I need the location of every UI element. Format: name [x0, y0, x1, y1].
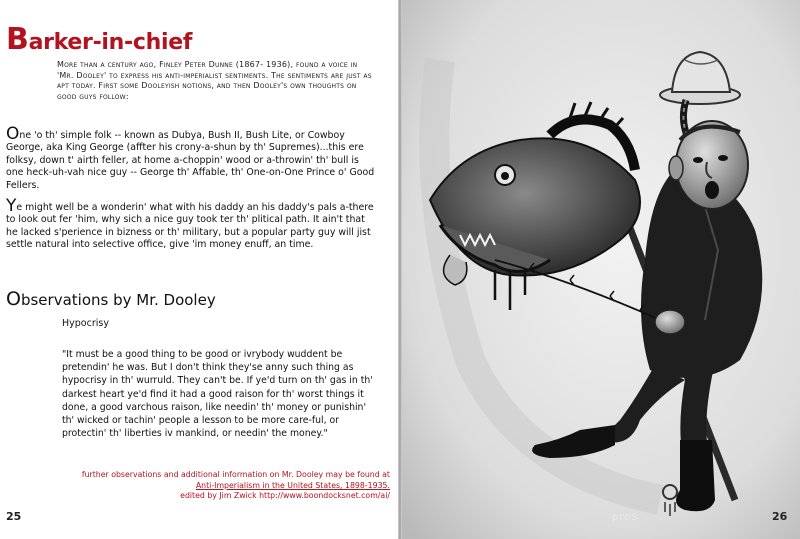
- footnote-source-link[interactable]: Anti-Imperialism in the United States, 1898-1935.: [195, 480, 390, 490]
- dooley-quote: "It must be a good thing to be good or ivrybody wuddent be pretendin' he was. But I don't think they'se anny such thing as hypocrisy in th' wurruld. They can't be. If ye'd turn on th' gas in th' darkest heart ye'd find it had a good raison for th' worst things it done, a good varchous raison, like needin' th' money or punishin' th' wicked or tachin' people a lesson to be more care-ful, or protectin' th' liberties iv mankind, or needin' the money.": [62, 349, 373, 440]
- footnote-line-1: further observations and additional information on Mr. Dooley may be found at: [81, 470, 390, 479]
- intro-paragraph: More than a century ago, Finley Peter Dunne (1867- 1936), found a voice in 'Mr. Dooley' to express his anti-imperialist sentiments. The sentiments are just as apt today. First some Dooleyish notions, and then Dooley's own thoughts on good guys follow:: [57, 60, 372, 101]
- right-eye-icon: [718, 155, 728, 161]
- source-footnote: [20, 470, 390, 502]
- body-paragraph-2: [6, 196, 378, 252]
- observations-heading: [6, 288, 216, 310]
- footnote-editor-url[interactable]: edited by Jim Zwick http://www.boondocksnet.com/ai/: [180, 491, 390, 500]
- right-page-number: 26: [772, 510, 788, 523]
- gripping-hand-icon: [655, 310, 685, 334]
- right-page: [400, 0, 800, 539]
- paragraph-1-text: ne 'o th' simple folk -- known as Dubya, Bush II, Bush Lite, or Cowboy George, aka King George (affter his crony-a-shun by th' Supremes)...this ere folksy, down t' airth feller, at home a-choppin' wood or a-throwin' th' bull is one heck-uh-vah nice guy -- George th' Affable, th' One-on-One Prince o' Good Fellers.: [6, 130, 375, 191]
- observations-heading-text: bservations by Mr. Dooley: [20, 291, 216, 309]
- watermark: proS: [612, 512, 639, 523]
- paragraph-2-drop-cap: Y: [6, 196, 17, 216]
- right-cowboy-boot-icon: [676, 440, 715, 511]
- title-text: arker-in-chief: [28, 30, 193, 55]
- body-paragraph-1: [6, 124, 378, 192]
- left-eye-icon: [693, 157, 703, 163]
- book-gutter: [398, 0, 402, 539]
- left-page-number: 25: [6, 510, 22, 523]
- paragraph-2-text: e might well be a wonderin' what with his daddy an his daddy's pals a-there to look out fer 'him, why sich a nice guy took ter th' plitical path. It ain't that he lacked s'perience in bizness or th' military, but a popular party guy will jist settle natural into selective office, give 'im money enuff, an time.: [6, 202, 374, 251]
- page-title: [6, 22, 192, 57]
- title-drop-cap: B: [6, 22, 29, 57]
- open-mouth-icon: [705, 181, 719, 199]
- right-leg: [693, 370, 700, 450]
- caricature-illustration: [400, 0, 800, 539]
- hypocrisy-subheading: Hypocrisy: [62, 318, 109, 329]
- observations-drop-cap: O: [6, 288, 21, 310]
- paragraph-1-drop-cap: O: [6, 124, 20, 144]
